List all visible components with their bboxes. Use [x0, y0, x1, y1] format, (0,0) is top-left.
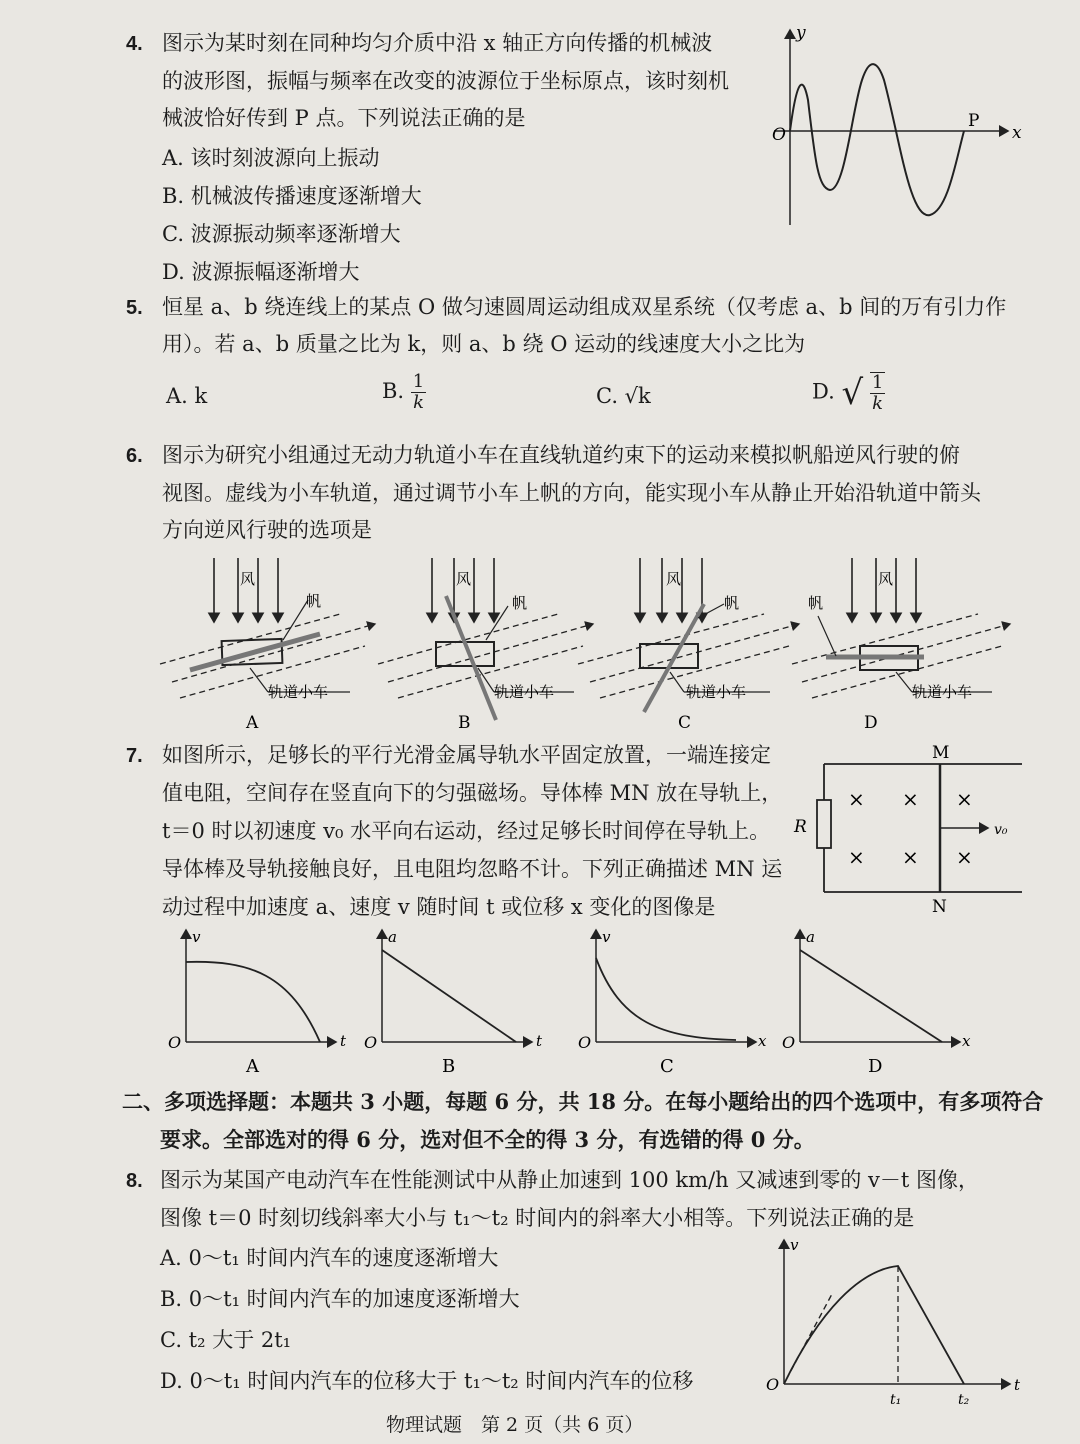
section2-heading-line1: 二、多项选择题：本题共 3 小题，每题 6 分，共 18 分。在每小题给出的四个选项中，有多项符合 — [122, 1089, 1044, 1114]
q7-stem-line1: 如图所示，足够长的平行光滑金属导轨水平固定放置，一端连接定 — [162, 743, 771, 767]
q6-a-cart-label: 轨道小车 — [268, 683, 329, 701]
q6-a-sail-label: 帆 — [306, 592, 322, 610]
q6-diagram-a — [160, 558, 375, 733]
q7-stem-line2: 值电阻，空间存在竖直向下的匀强磁场。导体棒 MN 放在导轨上， — [162, 781, 783, 805]
q8-tangent-line — [786, 1294, 832, 1380]
q5-option-c[interactable]: C. √k — [596, 384, 651, 408]
q7-field-cross: × — [848, 787, 865, 811]
q4-x-label: x — [1012, 123, 1022, 143]
q8-vt-graph — [760, 1230, 1030, 1410]
q8-stem-line1: 图示为某国产电动汽车在性能测试中从静止加速到 100 km/h 又减速到零的 v－t 图像， — [160, 1168, 979, 1192]
q7-stem-line5: 动过程中加速度 a、速度 v 随时间 t 或位移 x 变化的图像是 — [162, 895, 716, 919]
q5-option-b-den: k — [413, 392, 424, 413]
q8-option-d[interactable]: D. 0～t₁ 时间内汽车的位移大于 t₁～t₂ 时间内汽车的位移 — [160, 1369, 694, 1393]
q8-number: 8. — [126, 1170, 143, 1192]
q7-b-origin: O — [364, 1033, 378, 1052]
q6-c-sail-label: 帆 — [724, 594, 740, 612]
q4-option-c[interactable]: C. 波源振动频率逐渐增大 — [162, 222, 401, 246]
q6-c-wind-label: 风 — [666, 570, 682, 588]
page-footer: 物理试题 第 2 页（共 6 页） — [386, 1414, 644, 1436]
q4-stem-line1: 图示为某时刻在同种均匀介质中沿 x 轴正方向传播的机械波 — [162, 31, 713, 55]
q7-n-label: N — [932, 897, 947, 917]
q6-c-cart-label: 轨道小车 — [686, 683, 747, 701]
q8-option-a[interactable]: A. 0～t₁ 时间内汽车的速度逐渐增大 — [160, 1246, 499, 1270]
q5-option-d-root: √ — [841, 373, 864, 413]
q7-graph-d — [782, 928, 971, 1077]
q7-d-x-label: x — [962, 1032, 971, 1050]
q4-option-d[interactable]: D. 波源振幅逐渐增大 — [162, 260, 360, 284]
q4-stem-line2: 的波形图，振幅与频率在改变的波源位于坐标原点，该时刻机 — [162, 69, 729, 93]
q7-a-label: A — [246, 1056, 259, 1077]
q4-option-a[interactable]: A. 该时刻波源向上振动 — [162, 146, 380, 170]
q4-stem-line3: 械波恰好传到 P 点。下列说法正确的是 — [162, 106, 526, 130]
q8-x-label: t — [1014, 1376, 1021, 1394]
q6-c-label: C — [678, 713, 692, 733]
q4-origin-label: O — [772, 125, 786, 145]
q6-d-cart-label: 轨道小车 — [912, 683, 973, 701]
q7-field-cross: × — [956, 845, 973, 869]
q7-a-y-label: v — [192, 928, 201, 946]
section2-heading-line2: 要求。全部选对的得 6 分，选对但不全的得 3 分，有选错的得 0 分。 — [160, 1127, 815, 1152]
q6-d-label: D — [864, 713, 878, 733]
q7-c-label: C — [660, 1056, 674, 1077]
q6-sail-diagrams — [150, 552, 1030, 737]
q8-t2-label: t₂ — [958, 1392, 970, 1408]
q7-field-cross: × — [848, 845, 865, 869]
q7-number: 7. — [126, 745, 143, 767]
q6-stem-line1: 图示为研究小组通过无动力轨道小车在直线轨道约束下的运动来模拟帆船逆风行驶的俯 — [162, 443, 960, 467]
q7-graph-b — [364, 928, 543, 1077]
q5-option-b[interactable] — [382, 372, 426, 413]
q5-option-d-den: k — [872, 393, 883, 414]
q7-c-origin: O — [578, 1033, 592, 1052]
q8-t1-label: t₁ — [890, 1392, 902, 1408]
q6-diagram-b — [378, 558, 593, 733]
q5-option-d-letter: D. — [812, 379, 835, 404]
q8-option-c[interactable]: C. t₂ 大于 2t₁ — [160, 1328, 292, 1352]
q5-number: 5. — [126, 297, 143, 319]
q5-option-d[interactable] — [812, 372, 885, 414]
q5-stem-line1: 恒星 a、b 绕连线上的某点 O 做匀速圆周运动组成双星系统（仅考虑 a、b 间的万有引力作 — [162, 295, 1007, 319]
q4-number: 4. — [126, 33, 143, 55]
q5-stem-line2: 用）。若 a、b 质量之比为 k，则 a、b 绕 O 运动的线速度大小之比为 — [162, 332, 806, 356]
q5-option-a[interactable]: A. k — [166, 384, 208, 408]
q7-field-cross: × — [902, 787, 919, 811]
q6-d-wind-label: 风 — [878, 570, 894, 588]
q7-c-x-label: x — [758, 1032, 767, 1050]
q7-m-label: M — [932, 743, 950, 763]
q5-option-b-num: 1 — [412, 371, 425, 392]
q6-diagram-c — [578, 558, 799, 733]
q6-stem-line2: 视图。虚线为小车轨道，通过调节小车上帆的方向，能实现小车从静止开始沿轨道中箭头 — [162, 481, 981, 505]
q7-field-cross: × — [902, 845, 919, 869]
q7-b-x-label: t — [536, 1032, 543, 1050]
q5-option-b-fraction — [411, 372, 426, 413]
q8-stem-line2: 图像 t＝0 时刻切线斜率大小与 t₁～t₂ 时间内的斜率大小相等。下列说法正确的是 — [160, 1206, 915, 1230]
q8-vt-curve — [784, 1266, 964, 1384]
q7-a-x-label: t — [340, 1032, 347, 1050]
q7-option-graphs — [150, 922, 980, 1082]
q7-resistor — [817, 800, 831, 848]
q4-p-label: P — [968, 111, 980, 131]
q4-option-b[interactable]: B. 机械波传播速度逐渐增大 — [162, 184, 422, 208]
q7-d-y-label: a — [806, 928, 815, 946]
q7-graph-c — [578, 928, 767, 1077]
q7-c-y-label: v — [602, 928, 611, 946]
q6-diagram-d — [792, 558, 1010, 733]
q6-b-cart-label: 轨道小车 — [494, 683, 555, 701]
q7-r-label: R — [794, 817, 807, 837]
q6-a-label: A — [246, 713, 259, 733]
q7-stem-line4: 导体棒及导轨接触良好，且电阻均忽略不计。下列正确描述 MN 运 — [162, 857, 783, 881]
q6-number: 6. — [126, 445, 143, 467]
q6-b-sail-label: 帆 — [512, 594, 528, 612]
q7-field-cross: × — [956, 787, 973, 811]
q8-option-b[interactable]: B. 0～t₁ 时间内汽车的加速度逐渐增大 — [160, 1287, 520, 1311]
q4-wave-graph — [760, 20, 1040, 240]
q8-y-label: v — [790, 1236, 799, 1254]
q7-v0-label: v₀ — [994, 822, 1008, 838]
q4-wave-curve — [790, 64, 964, 215]
q8-origin: O — [766, 1375, 780, 1394]
q4-y-label: y — [796, 23, 806, 43]
q7-b-label: B — [442, 1056, 456, 1077]
q5-option-d-fraction — [870, 372, 885, 414]
q7-b-y-label: a — [388, 928, 397, 946]
q7-d-origin: O — [782, 1033, 796, 1052]
q7-a-origin: O — [168, 1033, 182, 1052]
q7-graph-a — [168, 928, 347, 1077]
q6-stem-line3: 方向逆风行驶的选项是 — [162, 518, 372, 542]
q7-stem-line3: t＝0 时以初速度 v₀ 水平向右运动，经过足够长时间停在导轨上。 — [162, 819, 771, 843]
q5-option-b-letter: B. — [382, 379, 405, 403]
q7-d-label: D — [868, 1056, 883, 1077]
q6-d-sail-label: 帆 — [808, 594, 824, 612]
q6-a-wind-label: 风 — [240, 570, 256, 588]
q6-b-wind-label: 风 — [456, 570, 472, 588]
q5-option-d-num: 1 — [871, 372, 884, 393]
q6-b-label: B — [458, 713, 471, 733]
q7-circuit — [790, 740, 1040, 920]
